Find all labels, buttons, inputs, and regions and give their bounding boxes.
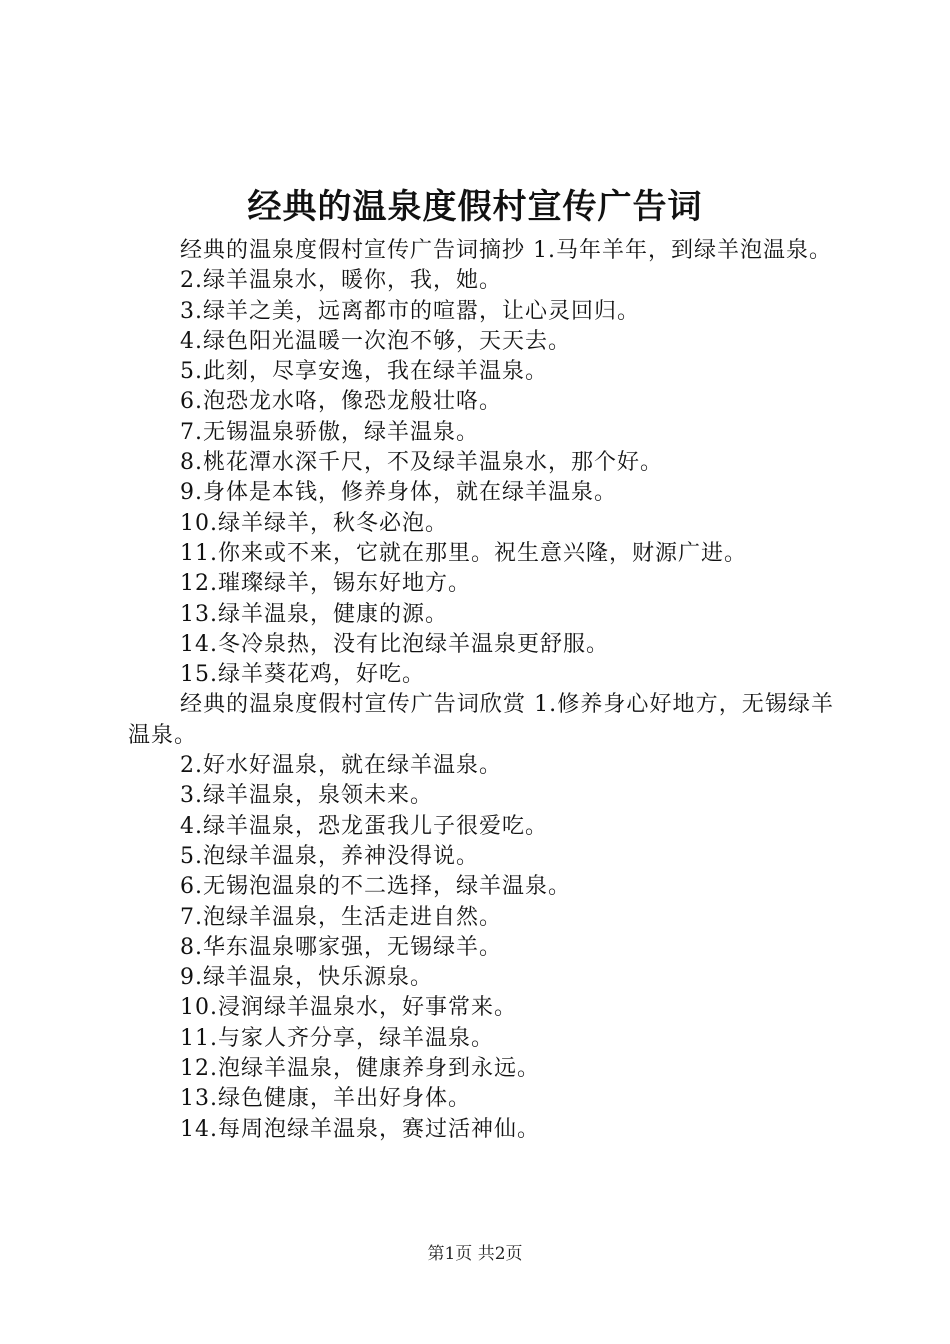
list-item: 11.你来或不来，它就在那里。祝生意兴隆，财源广进。 xyxy=(180,540,747,566)
list-item: 8.桃花潭水深千尺，不及绿羊温泉水，那个好。 xyxy=(180,450,663,476)
list-item: 13.绿羊温泉，健康的源。 xyxy=(180,601,448,627)
list-item: 2.好水好温泉，就在绿羊温泉。 xyxy=(180,753,502,779)
list-item: 6.泡恐龙水咯，像恐龙般壮咯。 xyxy=(180,389,502,415)
document-body xyxy=(128,236,834,1145)
list-item: 10.浸润绿羊温泉水，好事常来。 xyxy=(180,995,517,1021)
list-item: 7.泡绿羊温泉，生活走进自然。 xyxy=(180,904,502,930)
list-item: 12.泡绿羊温泉，健康养身到永远。 xyxy=(180,1056,540,1082)
list-item: 4.绿色阳光温暖一次泡不够，天天去。 xyxy=(180,328,571,354)
list-item: 6.无锡泡温泉的不二选择，绿羊温泉。 xyxy=(180,874,571,900)
section2-intro: 经典的温泉度假村宣传广告词欣赏 1.修养身心好地方，无锡绿羊温泉。 xyxy=(128,692,834,748)
list-item: 7.无锡温泉骄傲，绿羊温泉。 xyxy=(180,419,479,445)
list-item: 8.华东温泉哪家强，无锡绿羊。 xyxy=(180,934,502,960)
list-item: 13.绿色健康，羊出好身体。 xyxy=(180,1086,471,1112)
list-item: 14.冬冷泉热，没有比泡绿羊温泉更舒服。 xyxy=(180,631,609,657)
list-item: 5.泡绿羊温泉，养神没得说。 xyxy=(180,843,479,869)
list-item: 3.绿羊之美，远离都市的喧嚣，让心灵回归。 xyxy=(180,298,640,324)
list-item: 9.绿羊温泉，快乐源泉。 xyxy=(180,965,433,991)
page-footer: 第1页 共2页 xyxy=(427,1244,523,1264)
list-item: 5.此刻，尽享安逸，我在绿羊温泉。 xyxy=(180,359,548,385)
section2-list xyxy=(128,751,834,1145)
list-item: 3.绿羊温泉，泉领未来。 xyxy=(180,783,433,809)
list-item: 9.身体是本钱，修养身体，就在绿羊温泉。 xyxy=(180,480,617,506)
list-item: 12.璀璨绿羊，锡东好地方。 xyxy=(180,571,471,597)
list-item: 4.绿羊温泉，恐龙蛋我儿子很爱吃。 xyxy=(180,813,548,839)
list-item: 2.绿羊温泉水，暖你，我，她。 xyxy=(180,268,502,294)
section1-intro: 经典的温泉度假村宣传广告词摘抄 1.马年羊年，到绿羊泡温泉。 xyxy=(180,238,832,263)
section1-list xyxy=(128,266,834,690)
list-item: 14.每周泡绿羊温泉，赛过活神仙。 xyxy=(180,1116,540,1142)
list-item: 10.绿羊绿羊，秋冬必泡。 xyxy=(180,510,448,536)
document-title: 经典的温泉度假村宣传广告词 xyxy=(247,187,703,227)
list-item: 15.绿羊葵花鸡，好吃。 xyxy=(180,662,425,688)
list-item: 11.与家人齐分享，绿羊温泉。 xyxy=(180,1025,494,1051)
